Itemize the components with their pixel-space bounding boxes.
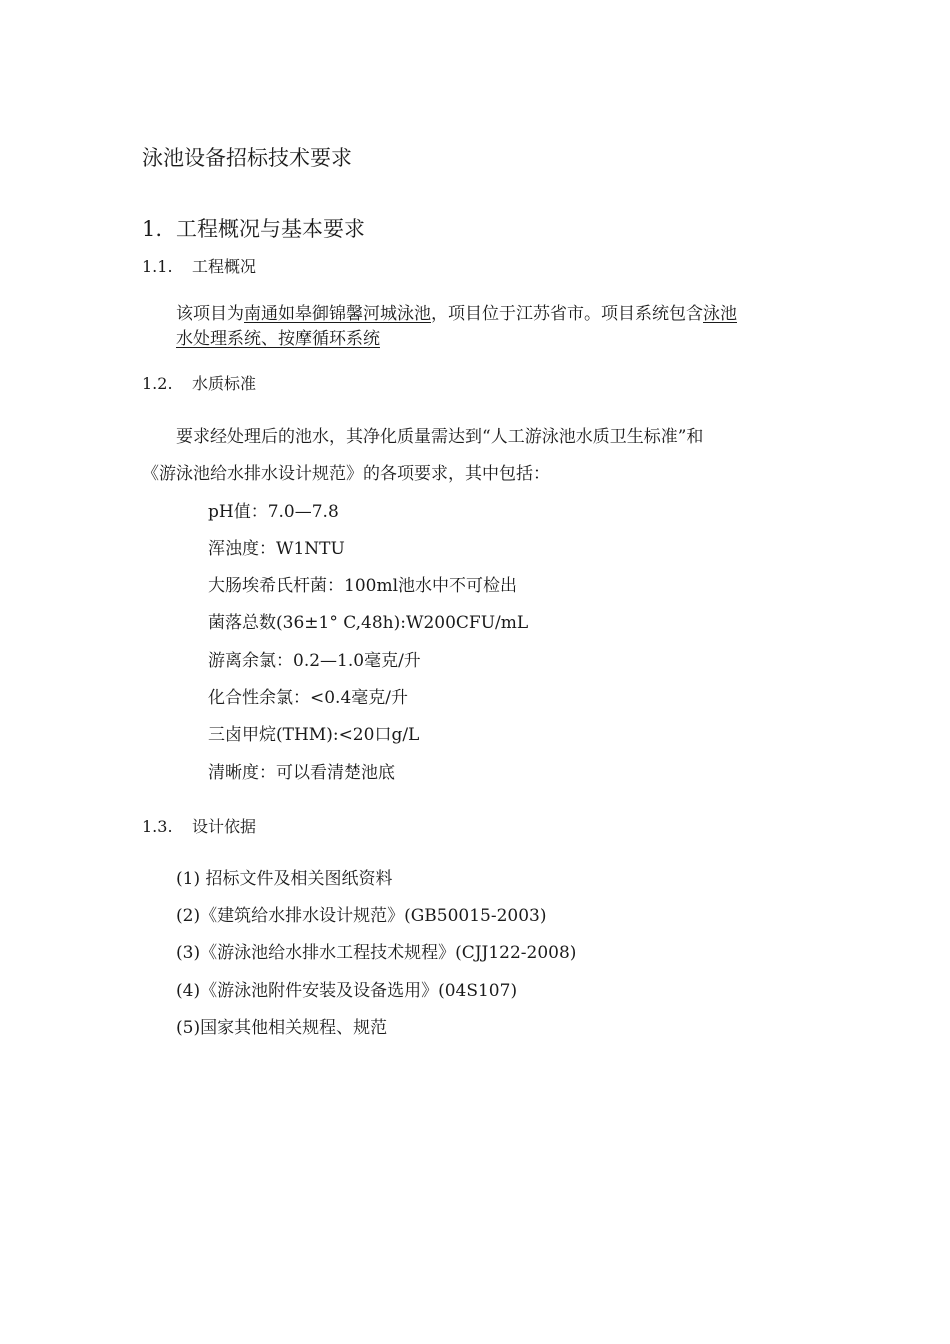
section-1-heading [142, 215, 365, 243]
reference-item: (2)《建筑给水排水设计规范》(GB50015-2003) [176, 906, 547, 926]
section-number: 1.3. [142, 817, 173, 836]
standard-turbidity: 浑浊度：W1NTU [208, 539, 345, 559]
reference-item: (3)《游泳池给水排水工程技术规程》(CJJ122-2008) [176, 943, 577, 963]
section-1-3-heading [142, 815, 256, 839]
section-title: 设计依据 [192, 817, 257, 836]
section-1-1-heading [142, 255, 256, 279]
section-1-2-heading [142, 372, 256, 396]
text-segment: 该项目为 [176, 304, 244, 324]
text-segment: ，项目位于江苏省市。项目系统包含 [431, 304, 703, 324]
standard-e-coli: 大肠埃希氏杆菌：100ml池水中不可检出 [208, 576, 518, 596]
reference-item: (4)《游泳池附件安装及设备选用》(04S107) [176, 981, 518, 1001]
reference-item: (1) 招标文件及相关图纸资料 [176, 869, 393, 889]
standard-free-chlorine: 游离余氯：0.2—1.0毫克/升 [208, 651, 421, 671]
project-systems: 水处理系统、按摩循环系统 [176, 329, 380, 349]
section-number: 1.1. [142, 257, 173, 276]
standard-combined-chlorine: 化合性余氯：<0.4毫克/升 [208, 688, 409, 708]
section-number: 1. [142, 217, 163, 241]
standard-clarity: 清晰度：可以看清楚池底 [208, 763, 395, 783]
water-quality-intro-line-2: 《游泳池给水排水设计规范》的各项要求，其中包括： [142, 464, 550, 484]
document-title: 泳池设备招标技术要求 [142, 146, 352, 170]
section-title: 工程概况 [192, 257, 257, 276]
section-title: 工程概况与基本要求 [176, 217, 365, 241]
project-name: 南通如皋御锦馨河城泳池 [244, 304, 431, 324]
standard-ph: pH值：7.0—7.8 [208, 502, 339, 522]
project-systems: 泳池 [703, 304, 737, 324]
overview-paragraph-line-1 [176, 302, 737, 326]
water-quality-intro-line-1: 要求经处理后的池水，其净化质量需达到“人工游泳池水质卫生标准”和 [176, 427, 704, 447]
standard-thm: 三卤甲烷(THM):<20口g/L [208, 725, 420, 745]
section-number: 1.2. [142, 374, 173, 393]
reference-item: (5)国家其他相关规程、规范 [176, 1018, 388, 1038]
standard-colony-count: 菌落总数(36±1° C,48h):W200CFU/mL [208, 613, 529, 633]
overview-paragraph-line-2 [176, 327, 380, 351]
section-title: 水质标准 [192, 374, 257, 393]
